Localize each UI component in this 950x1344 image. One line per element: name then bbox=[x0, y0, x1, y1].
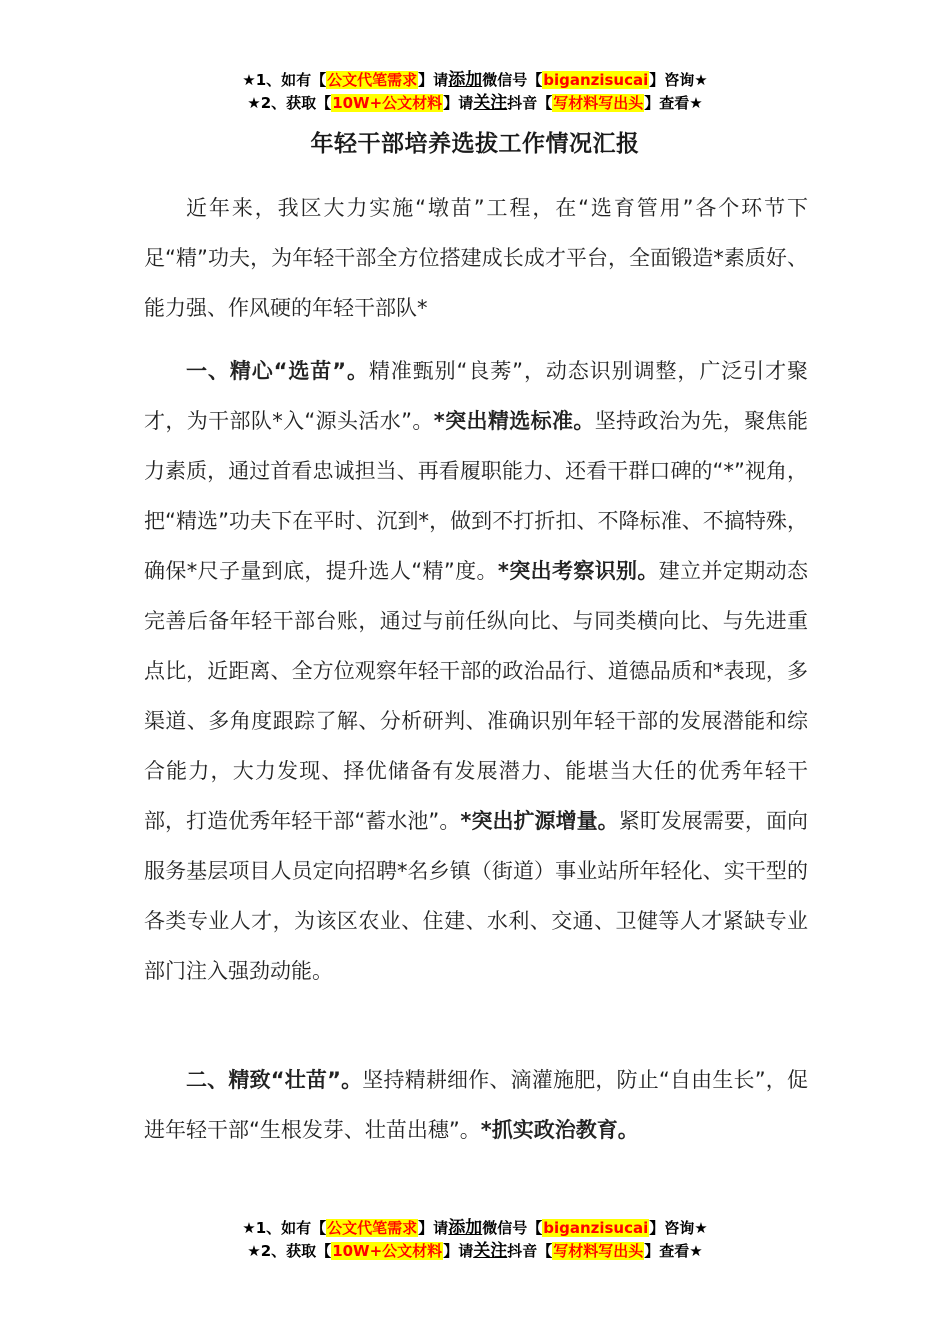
body-text: 精准甄别“良莠”，动态识别调整，广泛引才聚才，为干部队*入“源头活水”。 bbox=[144, 359, 808, 433]
banner-text: 抖音【 bbox=[507, 1242, 553, 1260]
douyin-id: 写材料写出头 bbox=[553, 94, 644, 112]
subheading: *突出考察识别。 bbox=[497, 559, 659, 583]
paragraph-text bbox=[144, 1055, 808, 1155]
subheading: *突出精选标准。 bbox=[433, 409, 595, 433]
subheading: *抓实政治教育。 bbox=[480, 1118, 639, 1142]
body-text: 建立并定期动态完善后备年轻干部台账，通过与前任纵向比、与同类横向比、与先进重点比，近距离、全方位观察年轻干部的政治品行、道德品质和*表现，多渠道、多角度跟踪了解、分析研判、准确识别年轻干部的发展潜能和综合能力，大力发现、择优储备有发展潜力、能堪当大任的优秀年轻干部，打造优秀年轻干部“蓄水池”。 bbox=[144, 559, 808, 833]
banner-text: 】查看★ bbox=[644, 1242, 703, 1260]
section-2-paragraph bbox=[144, 1055, 808, 1155]
banner-line-1 bbox=[0, 69, 950, 92]
highlight-text: 10W+公文材料 bbox=[332, 94, 443, 112]
banner-text: 】请 bbox=[443, 94, 474, 112]
underlined-text: 添加 bbox=[448, 1218, 483, 1238]
highlight-text: 公文代笔需求 bbox=[327, 71, 418, 89]
section-1-paragraph bbox=[144, 346, 808, 996]
banner-line-2 bbox=[0, 1240, 950, 1263]
banner-text: ★2、获取【 bbox=[247, 94, 332, 112]
banner-text: ★2、获取【 bbox=[247, 1242, 332, 1260]
body-text: 坚持政治为先，聚焦能力素质，通过首看忠诚担当、再看履职能力、还看干群口碑的“*”视角，把“精选”功夫下在平时、沉到*，做到不打折扣、不降标准、不搞特殊，确保*尺子量到底，提升选人“精”度。 bbox=[144, 409, 808, 583]
underlined-text: 关注 bbox=[473, 1241, 508, 1261]
subheading: *突出扩源增量。 bbox=[460, 809, 619, 833]
banner-text: 】查看★ bbox=[644, 94, 703, 112]
wechat-id: biganzisucai bbox=[543, 1219, 649, 1237]
body-text: 紧盯发展需要，面向服务基层项目人员定向招聘*名乡镇（街道）事业站所年轻化、实干型的各类专业人才，为该区农业、住建、水利、交通、卫健等人才紧缺专业部门注入强劲动能。 bbox=[144, 809, 808, 983]
banner-line-2 bbox=[0, 92, 950, 115]
body-text: 坚持精耕细作、滴灌施肥，防止“自由生长”，促进年轻干部“生根发芽、壮苗出穗”。 bbox=[144, 1068, 808, 1142]
wechat-id: biganzisucai bbox=[543, 71, 649, 89]
banner-text: 】请 bbox=[418, 71, 449, 89]
underlined-text: 关注 bbox=[473, 93, 508, 113]
paragraph-text bbox=[144, 346, 808, 996]
header-banner bbox=[0, 69, 950, 115]
banner-text: ★1、如有【 bbox=[242, 71, 327, 89]
banner-text: 微信号【 bbox=[482, 71, 543, 89]
intro-paragraph bbox=[144, 183, 808, 333]
highlight-text: 公文代笔需求 bbox=[327, 1219, 418, 1237]
banner-text: 】咨询★ bbox=[649, 1219, 708, 1237]
douyin-id: 写材料写出头 bbox=[553, 1242, 644, 1260]
banner-text: 】请 bbox=[418, 1219, 449, 1237]
banner-text: 微信号【 bbox=[482, 1219, 543, 1237]
section-heading: 二、精致“壮苗”。 bbox=[186, 1068, 363, 1092]
banner-text: 抖音【 bbox=[507, 94, 553, 112]
document-title: 年轻干部培养选拔工作情况汇报 bbox=[310, 131, 640, 157]
underlined-text: 添加 bbox=[448, 70, 483, 90]
banner-text: ★1、如有【 bbox=[242, 1219, 327, 1237]
section-heading: 一、精心“选苗”。 bbox=[186, 359, 369, 383]
footer-banner bbox=[0, 1217, 950, 1263]
banner-text: 】咨询★ bbox=[649, 71, 708, 89]
banner-text: 】请 bbox=[443, 1242, 474, 1260]
banner-line-1 bbox=[0, 1217, 950, 1240]
highlight-text: 10W+公文材料 bbox=[332, 1242, 443, 1260]
paragraph-text: 近年来，我区大力实施“墩苗”工程，在“选育管用”各个环节下足“精”功夫，为年轻干部全方位搭建成长成才平台，全面锻造*素质好、能力强、作风硬的年轻干部队* bbox=[144, 196, 808, 320]
